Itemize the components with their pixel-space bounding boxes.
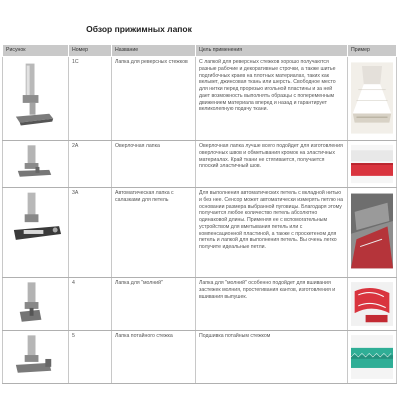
table-row xyxy=(3,141,397,188)
foot-number: 3A xyxy=(69,188,112,278)
page-title: Обзор прижимных лапок xyxy=(86,24,192,34)
foot-purpose: Оверлочная лапка лучше всего подойдет для изготовления оверлочных швов и обметывания кромок на эластичных материалах. Край ткани не стягивается, получается плоский эластичный шов. xyxy=(196,141,348,188)
blind-stitch-sample-icon xyxy=(351,333,393,381)
presser-foot-image xyxy=(3,188,69,278)
foot-name: Оверлочная лапка xyxy=(112,141,196,188)
foot-name: Автоматическая лапка с салазками для петель xyxy=(112,188,196,278)
presser-foot-image xyxy=(3,331,69,384)
column-header-number: Номер xyxy=(69,45,112,57)
table-row xyxy=(3,57,397,141)
table-row xyxy=(3,331,397,384)
buttonhole-foot-icon xyxy=(6,190,65,272)
sample-image xyxy=(348,278,397,331)
presser-feet-table xyxy=(2,44,397,384)
garment-sample-icon xyxy=(351,59,393,137)
foot-name: Лапка для "молний" xyxy=(112,278,196,331)
foot-purpose: С лапкой для реверсных стежков хорошо получаются разные рабочие и декоративные строчки, а также шитье подгибочных краев на плотных материалах, таких как вельвет, джинсовая ткань или шерсть. Свободное место для нитки перед прорезью игольной пластины и за ней дает возможность выполнять образцы с попеременным движением материала вперед и назад и гарантирует великолепную подачу ткани. xyxy=(196,57,348,141)
table-row xyxy=(3,278,397,331)
buttonhole-sample-icon xyxy=(351,190,393,272)
foot-number: 2A xyxy=(69,141,112,188)
presser-foot-1c-icon xyxy=(6,59,65,137)
foot-number: 5 xyxy=(69,331,112,384)
table-row xyxy=(3,188,397,278)
foot-number: 1C xyxy=(69,57,112,141)
foot-number: 4 xyxy=(69,278,112,331)
sample-image xyxy=(348,141,397,188)
foot-name: Лапка для реверсных стежков xyxy=(112,57,196,141)
blind-stitch-foot-icon xyxy=(6,333,65,381)
presser-foot-image xyxy=(3,141,69,188)
column-header-picture: Рисунок xyxy=(3,45,69,57)
zipper-foot-icon xyxy=(6,280,65,328)
presser-foot-2a-icon xyxy=(6,143,65,185)
foot-purpose: Лапка для "молний" особенно подойдет для вшивания застежек молния, простегивания кантов, изготовления и вшивания выпушек. xyxy=(196,278,348,331)
foot-purpose: Подшивка потайным стежком xyxy=(196,331,348,384)
sample-image xyxy=(348,57,397,141)
foot-purpose: Для выполнения автоматических петель с вкладной нитью и без нее. Сенсор может автоматически измерять петлю на основании размера выбранной пуговицы. Благодаря этому получается любое количество петель абсолютно одинаковой длины. Применяя ее с вспомогательным устройством для вметывания петель или с компенсационной пластиной, а также с проскетеном для петель и лапкой для выполнения петель. Вы очень легко получите идеальные петли. xyxy=(196,188,348,278)
foot-name: Лапка потайного стежка xyxy=(112,331,196,384)
presser-foot-image xyxy=(3,278,69,331)
overlock-sample-icon xyxy=(351,143,393,185)
sample-image xyxy=(348,331,397,384)
table-header-row xyxy=(3,45,397,57)
column-header-example: Пример xyxy=(348,45,397,57)
presser-foot-image xyxy=(3,57,69,141)
column-header-name: Название xyxy=(112,45,196,57)
column-header-purpose: Цель применения xyxy=(196,45,348,57)
sample-image xyxy=(348,188,397,278)
zipper-sample-icon xyxy=(351,280,393,328)
